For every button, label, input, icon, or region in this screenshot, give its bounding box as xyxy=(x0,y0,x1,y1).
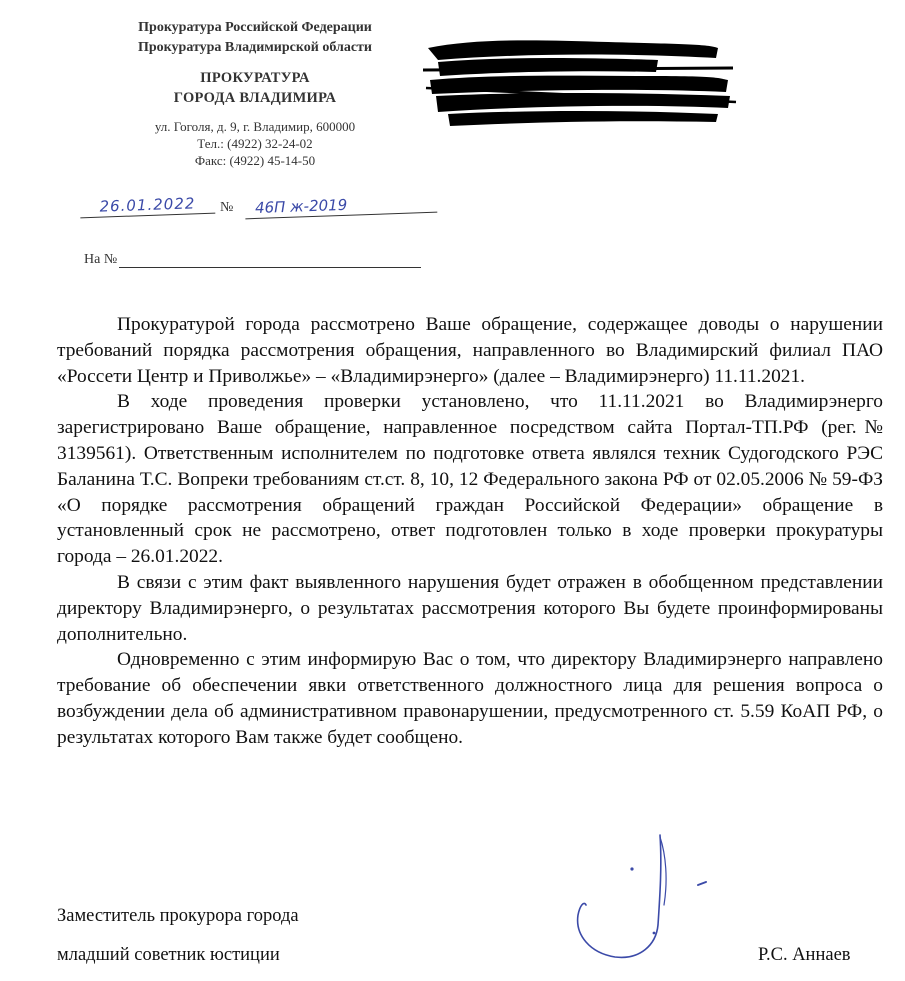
body-paragraph-3: В связи с этим факт выявленного нарушения будет отражен в обобщенном представлении директору Владимирэнерго, о результатах рассмотрения которого Вы будете проинформированы дополнительно. xyxy=(57,571,883,645)
body-paragraph-1: Прокуратурой города рассмотрено Ваше обращение, содержащее доводы о нарушении требований порядка рассмотрения обращения, направленного во Владимирский филиал ПАО «Россети Центр и Приволжье» – «Владимирэнерго» (далее – Владимирэнерго) 11.11.2021. xyxy=(57,314,883,387)
signatory-title: Заместитель прокурора города xyxy=(57,906,299,926)
agency-address: ул. Гоголя, д. 9, г. Владимир, 600000 xyxy=(154,119,356,134)
registration-number: 46П ж-2019 xyxy=(245,193,438,220)
signatory-name: Р.С. Аннаев xyxy=(758,945,851,965)
agency-federal-line: Прокуратура Российской Федерации xyxy=(138,20,372,35)
body-paragraph-4: Одновременно с этим информирую Вас о том, что директору Владимирэнерго направлено требование об обеспечении явки ответственного должностного лица для решения вопроса о возбуждении дела об административном правонарушении, предусмотренного ст. 5.59 КоАП РФ, о результатах которого Вам также будет сообщено. xyxy=(57,649,883,748)
letter-body xyxy=(57,312,883,751)
reference-blank xyxy=(119,253,421,268)
signatory-rank: младший советник юстиции xyxy=(57,945,280,965)
reference-label: На № xyxy=(84,252,118,267)
agency-regional-line: Прокуратура Владимирской области xyxy=(137,40,372,55)
agency-fax: Факс: (4922) 45-14-50 xyxy=(194,153,316,168)
registration-date: 26.01.2022 xyxy=(80,194,216,219)
reference-line xyxy=(84,252,421,268)
redacted-addressee xyxy=(418,30,738,130)
agency-org-name-line2: ГОРОДА ВЛАДИМИРА xyxy=(173,90,337,106)
registration-line xyxy=(80,192,430,222)
handwritten-signature xyxy=(560,825,730,975)
agency-org-name-line1: ПРОКУРАТУРА xyxy=(200,70,310,86)
registration-number-label: № xyxy=(220,200,234,215)
agency-header xyxy=(100,18,410,169)
agency-phone: Тел.: (4922) 32-24-02 xyxy=(197,136,313,151)
body-paragraph-2: В ходе проведения проверки установлено, что 11.11.2021 во Владимирэнерго зарегистрировано Ваше обращение, направленное посредством сайта Портал-ТП.РФ (рег.№ 3139561). Ответственным исполнителем по подготовке ответа являлся техник Судогодского РЭС Баланина Т.С. Вопреки требованиям ст.ст. 8, 10, 12 Федерального закона РФ от 02.05.2006 № 59-ФЗ «О порядке рассмотрения обращений граждан Российской Федерации» обращение в установленный срок не рассмотрено, ответ подготовлен только в ходе проверки прокуратуры города – 26.01.2022. xyxy=(57,391,883,568)
